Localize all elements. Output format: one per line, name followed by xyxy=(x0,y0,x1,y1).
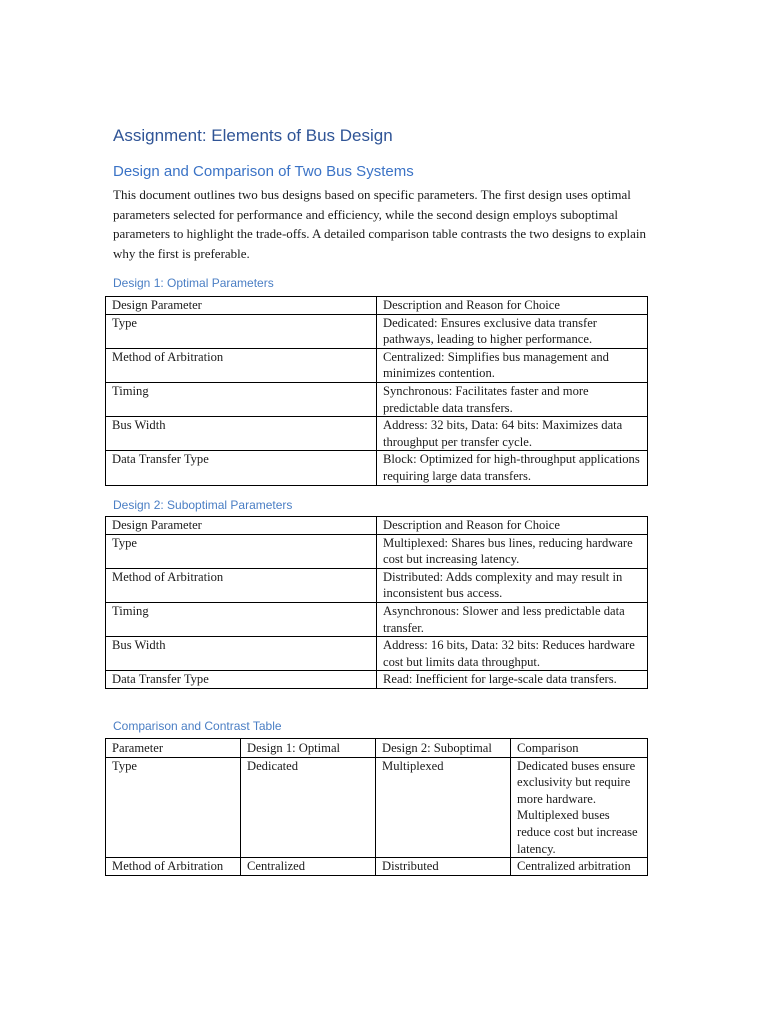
design2-heading: Design 2: Suboptimal Parameters xyxy=(113,498,293,512)
header-cell: Comparison xyxy=(511,739,648,758)
design2-cell: Multiplexed xyxy=(376,757,511,858)
parameter-cell: Timing xyxy=(106,602,377,636)
parameter-cell: Method of Arbitration xyxy=(106,348,377,382)
table-row xyxy=(106,382,648,416)
description-cell: Multiplexed: Shares bus lines, reducing hardware cost but increasing latency. xyxy=(377,534,648,568)
description-cell: Asynchronous: Slower and less predictable data transfer. xyxy=(377,602,648,636)
header-cell: Design 1: Optimal xyxy=(241,739,376,758)
intro-paragraph: This document outlines two bus designs based on specific parameters. The first design uses optimal parameters selected for performance and efficiency, while the second design employs suboptimal parameters to highlight the trade-offs. A detailed comparison table contrasts the two designs to explain why the first is preferable. xyxy=(113,187,646,261)
design1-heading: Design 1: Optimal Parameters xyxy=(113,276,274,290)
table-row xyxy=(106,671,648,689)
parameter-cell: Bus Width xyxy=(106,417,377,451)
description-cell: Dedicated: Ensures exclusive data transfer pathways, leading to higher performance. xyxy=(377,314,648,348)
description-cell: Block: Optimized for high-throughput applications requiring large data transfers. xyxy=(377,451,648,485)
description-cell: Centralized: Simplifies bus management and minimizes contention. xyxy=(377,348,648,382)
parameter-cell: Data Transfer Type xyxy=(106,451,377,485)
table-header-row xyxy=(106,517,648,535)
parameter-cell: Data Transfer Type xyxy=(106,671,377,689)
design2-cell: Distributed xyxy=(376,858,511,876)
description-cell: Synchronous: Facilitates faster and more predictable data transfers. xyxy=(377,382,648,416)
header-cell: Description and Reason for Choice xyxy=(377,517,648,535)
table-row xyxy=(106,348,648,382)
design1-table xyxy=(105,296,648,486)
table-row xyxy=(106,757,648,858)
parameter-cell: Type xyxy=(106,314,377,348)
design2-table xyxy=(105,516,648,689)
table-row xyxy=(106,858,648,876)
section-title: Design and Comparison of Two Bus Systems xyxy=(113,163,414,180)
header-cell: Parameter xyxy=(106,739,241,758)
table-row xyxy=(106,602,648,636)
table-header-row xyxy=(106,739,648,758)
description-cell: Read: Inefficient for large-scale data transfers. xyxy=(377,671,648,689)
parameter-cell: Bus Width xyxy=(106,637,377,671)
parameter-cell: Timing xyxy=(106,382,377,416)
table-header-row xyxy=(106,297,648,315)
table-row xyxy=(106,417,648,451)
parameter-cell: Method of Arbitration xyxy=(106,858,241,876)
parameter-cell: Type xyxy=(106,534,377,568)
comparison-cell: Centralized arbitration xyxy=(511,858,648,876)
parameter-cell: Type xyxy=(106,757,241,858)
header-cell: Design 2: Suboptimal xyxy=(376,739,511,758)
comparison-table xyxy=(105,738,648,876)
header-cell: Description and Reason for Choice xyxy=(377,297,648,315)
table-row xyxy=(106,314,648,348)
comparison-heading: Comparison and Contrast Table xyxy=(113,719,282,733)
design1-cell: Dedicated xyxy=(241,757,376,858)
description-cell: Address: 32 bits, Data: 64 bits: Maximizes data throughput per transfer cycle. xyxy=(377,417,648,451)
header-cell: Design Parameter xyxy=(106,517,377,535)
table-row xyxy=(106,534,648,568)
table-row xyxy=(106,637,648,671)
comparison-cell: Dedicated buses ensure exclusivity but require more hardware. Multiplexed buses reduce cost but increase latency. xyxy=(511,757,648,858)
design1-cell: Centralized xyxy=(241,858,376,876)
document-title: Assignment: Elements of Bus Design xyxy=(113,126,393,145)
table-row xyxy=(106,451,648,485)
document-page xyxy=(112,124,653,874)
table-row xyxy=(106,568,648,602)
header-cell: Design Parameter xyxy=(106,297,377,315)
description-cell: Address: 16 bits, Data: 32 bits: Reduces hardware cost but limits data throughput. xyxy=(377,637,648,671)
description-cell: Distributed: Adds complexity and may result in inconsistent bus access. xyxy=(377,568,648,602)
parameter-cell: Method of Arbitration xyxy=(106,568,377,602)
